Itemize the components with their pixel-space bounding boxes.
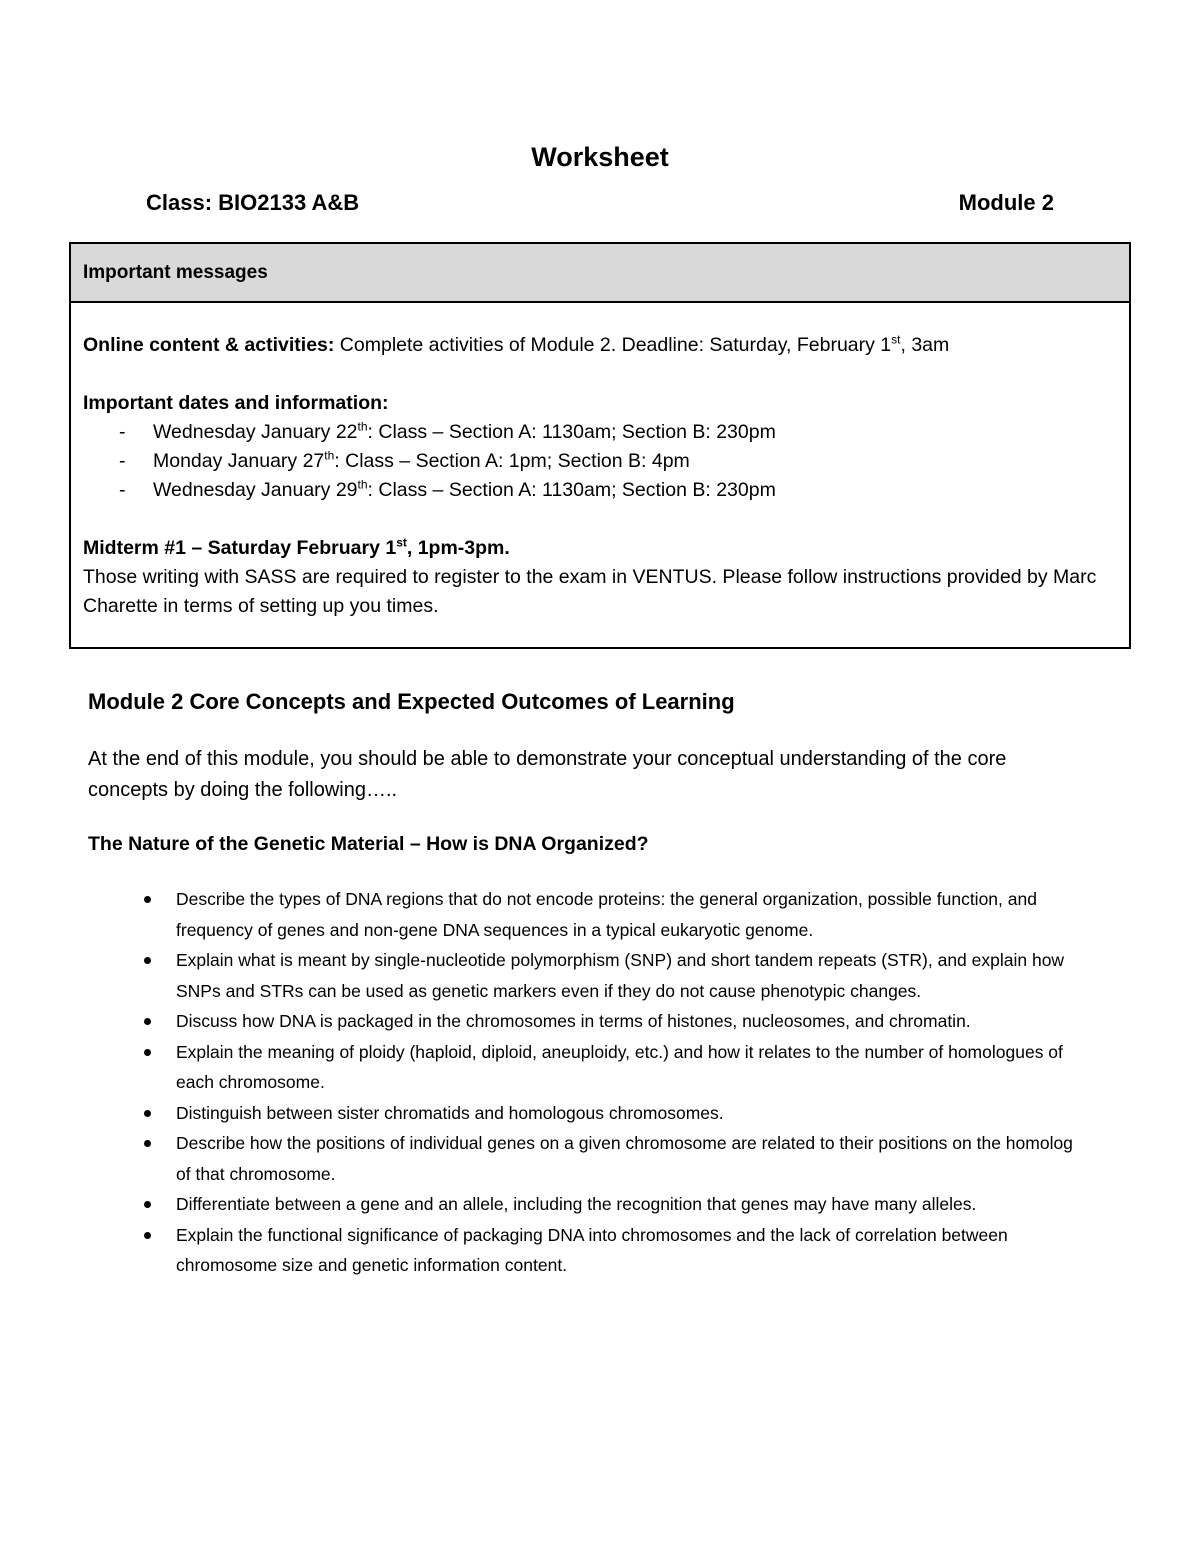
online-content-label: Online content & activities: [83, 334, 335, 356]
online-content-tail: , 3am [900, 334, 950, 356]
important-messages-box [69, 242, 1131, 649]
worksheet-title: Worksheet [531, 142, 669, 172]
list-item: Describe the types of DNA regions that do not encode proteins: the general organization, possible function, and frequency of genes and non-gene DNA sequences in a typical eukaryotic genome. [88, 884, 1078, 945]
list-item: Distinguish between sister chromatids and homologous chromosomes. [88, 1098, 1078, 1129]
class-label: Class: BIO2133 A&B [146, 190, 360, 215]
midterm-line: Midterm #1 – Saturday February 1st, 1pm-3pm. [83, 535, 510, 559]
section-intro: At the end of this module, you should be able to demonstrate your conceptual understanding of the core concepts by doing the following….. [88, 748, 1007, 801]
messages-body [71, 303, 1129, 621]
list-item: Differentiate between a gene and an allele, including the recognition that genes may have many alleles. [88, 1189, 1078, 1220]
section-subtitle: The Nature of the Genetic Material – How is DNA Organized? [88, 833, 649, 855]
dates-list [83, 418, 1117, 505]
sass-note: Those writing with SASS are required to register to the exam in VENTUS. Please follow instructions provided by Marc Charette in terms of setting up you times. [83, 566, 1097, 617]
list-item: Explain what is meant by single-nucleotide polymorphism (SNP) and short tandem repeats (STR), and explain how SNPs and STRs can be used as genetic markers even if they do not cause phenotypic changes. [88, 945, 1078, 1006]
dates-heading: Important dates and information: [83, 392, 389, 414]
date-item: - Wednesday January 29th: Class – Section A: 1130am; Section B: 230pm [83, 476, 1117, 505]
list-item: Discuss how DNA is packaged in the chromosomes in terms of histones, nucleosomes, and chromatin. [88, 1006, 1078, 1037]
outcomes-list [88, 884, 1078, 1281]
module-label: Module 2 [958, 190, 1054, 215]
messages-heading: Important messages [71, 244, 1129, 303]
date-item: - Wednesday January 22th: Class – Section A: 1130am; Section B: 230pm [83, 418, 1117, 447]
list-item: Explain the meaning of ploidy (haploid, diploid, aneuploidy, etc.) and how it relates to the number of homologues of each chromosome. [88, 1037, 1078, 1098]
online-content-text: Complete activities of Module 2. Deadline: Saturday, February 1 [334, 334, 892, 356]
online-content-sup: st [891, 332, 901, 347]
section-title: Module 2 Core Concepts and Expected Outcomes of Learning [88, 689, 735, 714]
date-item: - Monday January 27th: Class – Section A: 1pm; Section B: 4pm [83, 447, 1117, 476]
list-item: Describe how the positions of individual genes on a given chromosome are related to their positions on the homolog of that chromosome. [88, 1128, 1078, 1189]
list-item: Explain the functional significance of packaging DNA into chromosomes and the lack of correlation between chromosome size and genetic information content. [88, 1220, 1078, 1281]
online-content-line [83, 331, 1117, 360]
